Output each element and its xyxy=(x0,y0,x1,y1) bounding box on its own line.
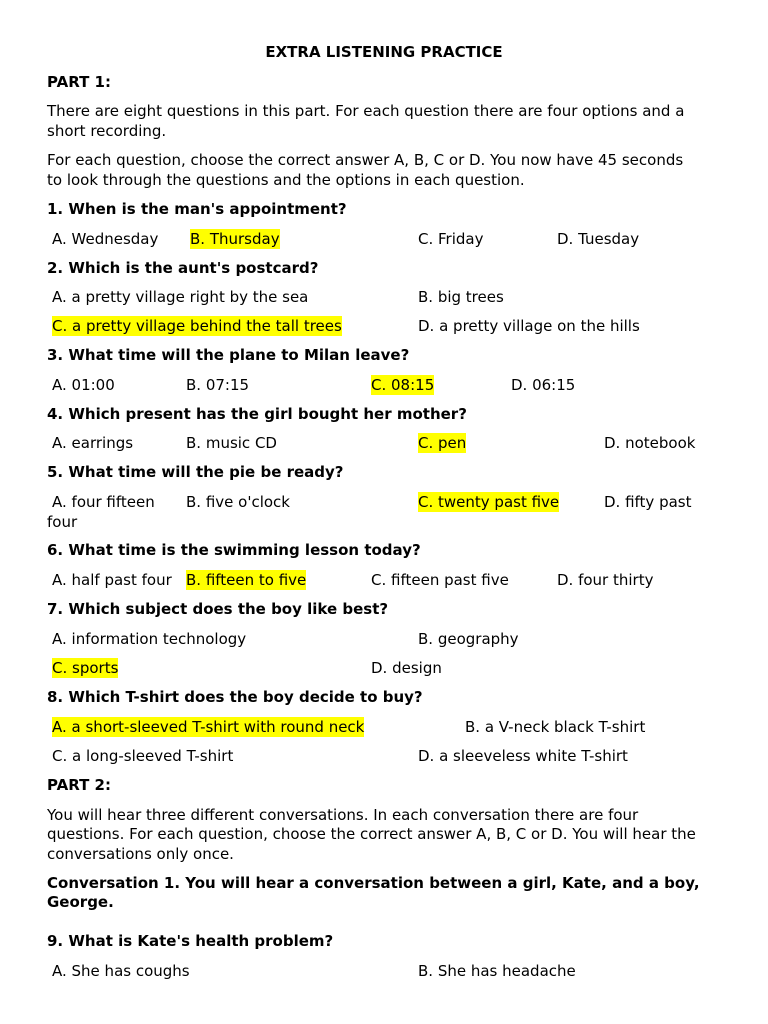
question-8: 8. Which T-shirt does the boy decide to buy? xyxy=(47,688,423,706)
part1-heading: PART 1: xyxy=(47,73,111,91)
question-2: 2. Which is the aunt's postcard? xyxy=(47,259,319,277)
q7-option-d: D. design xyxy=(371,659,442,677)
q3-option-b: B. 07:15 xyxy=(186,376,250,394)
q8-option-b: B. a V-neck black T-shirt xyxy=(465,718,646,736)
question-1: 1. When is the man's appointment? xyxy=(47,200,347,218)
q2-option-d: D. a pretty village on the hills xyxy=(418,317,640,335)
page-title: EXTRA LISTENING PRACTICE xyxy=(265,43,503,61)
question-7: 7. Which subject does the boy like best? xyxy=(47,600,389,618)
part1-intro2-line2: to look through the questions and the options in each question. xyxy=(47,171,525,189)
question-3: 3. What time will the plane to Milan leave? xyxy=(47,346,410,364)
q8-option-c: C. a long-sleeved T-shirt xyxy=(52,747,234,765)
q1-option-a: A. Wednesday xyxy=(52,230,159,248)
q9-option-b: B. She has headache xyxy=(418,962,576,980)
q3-option-c: C. 08:15 xyxy=(371,376,435,394)
conversation1-heading-line1: Conversation 1. You will hear a conversation between a girl, Kate, and a boy, xyxy=(47,874,700,892)
q6-option-b: B. fifteen to five xyxy=(186,571,307,589)
q5-option-b: B. five o'clock xyxy=(186,493,290,511)
question-6: 6. What time is the swimming lesson today? xyxy=(47,541,421,559)
q1-option-b: B. Thursday xyxy=(190,230,280,248)
q6-option-d: D. four thirty xyxy=(557,571,654,589)
q4-option-b: B. music CD xyxy=(186,434,277,452)
q4-option-d: D. notebook xyxy=(604,434,696,452)
q6-option-a: A. half past four xyxy=(52,571,172,589)
q7-option-b: B. geography xyxy=(418,630,519,648)
q5-option-d: D. fifty past xyxy=(604,493,692,511)
q5-option-a: A. four fifteen xyxy=(52,493,155,511)
q4-option-a: A. earrings xyxy=(52,434,134,452)
q1-option-d: D. Tuesday xyxy=(557,230,640,248)
question-9: 9. What is Kate's health problem? xyxy=(47,932,334,950)
q6-option-c: C. fifteen past five xyxy=(371,571,509,589)
q1-option-c: C. Friday xyxy=(418,230,484,248)
q3-option-d: D. 06:15 xyxy=(511,376,576,394)
part2-intro-line1: You will hear three different conversations. In each conversation there are four xyxy=(47,806,639,824)
part2-intro-line3: conversations only once. xyxy=(47,845,234,863)
part1-intro1-line1: There are eight questions in this part. For each question there are four options and a xyxy=(47,102,685,120)
part2-intro-line2: questions. For each question, choose the correct answer A, B, C or D. You will hear the xyxy=(47,825,696,843)
q3-option-a: A. 01:00 xyxy=(52,376,115,394)
q4-option-c: C. pen xyxy=(418,434,467,452)
q2-option-b: B. big trees xyxy=(418,288,504,306)
part2-heading: PART 2: xyxy=(47,776,111,794)
conversation1-heading-line2: George. xyxy=(47,893,114,911)
q7-option-a: A. information technology xyxy=(52,630,247,648)
question-4: 4. Which present has the girl bought her mother? xyxy=(47,405,467,423)
q5-option-c: C. twenty past five xyxy=(418,493,560,511)
q2-option-a: A. a pretty village right by the sea xyxy=(52,288,309,306)
q9-option-a: A. She has coughs xyxy=(52,962,190,980)
part1-intro1-line2: short recording. xyxy=(47,122,167,140)
q5-option-wrap: four xyxy=(47,513,78,531)
question-5: 5. What time will the pie be ready? xyxy=(47,463,344,481)
q8-option-d: D. a sleeveless white T-shirt xyxy=(418,747,628,765)
q7-option-c: C. sports xyxy=(52,659,119,677)
part1-intro2-line1: For each question, choose the correct answer A, B, C or D. You now have 45 seconds xyxy=(47,151,684,169)
q8-option-a: A. a short-sleeved T-shirt with round neck xyxy=(52,718,365,736)
q2-option-c: C. a pretty village behind the tall trees xyxy=(52,317,342,335)
